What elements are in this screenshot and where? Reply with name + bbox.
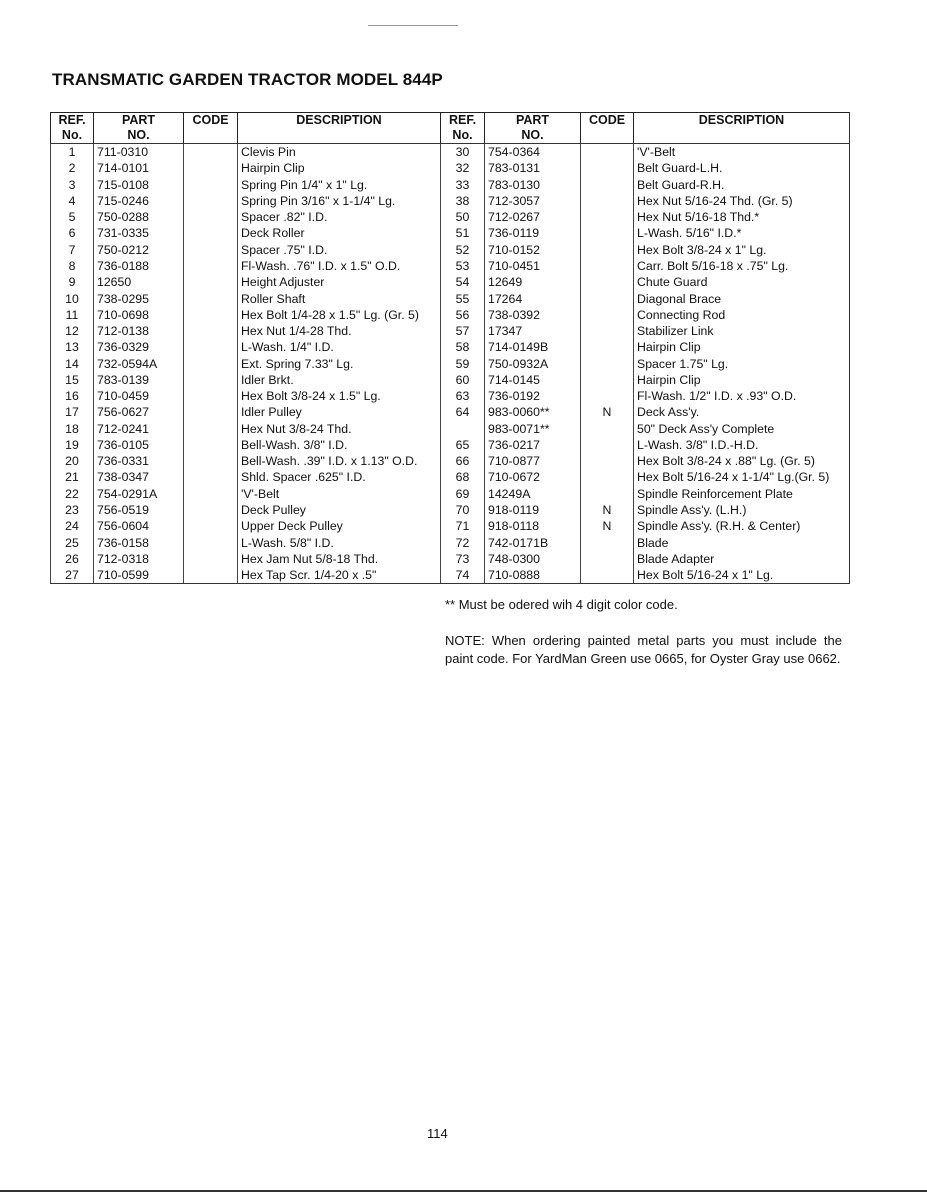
right-part-cell: 783-0131 xyxy=(485,160,581,176)
left-code-cell xyxy=(184,323,238,339)
left-description-cell: Hex Tap Scr. 1/4-20 x .5" xyxy=(238,567,441,584)
right-description-cell: Spindle Ass'y. (L.H.) xyxy=(634,502,850,518)
right-code-cell xyxy=(581,469,634,485)
left-code-cell xyxy=(184,242,238,258)
right-ref-cell: 65 xyxy=(441,437,485,453)
right-part-cell: 710-0152 xyxy=(485,242,581,258)
left-ref-cell: 27 xyxy=(51,567,94,584)
right-ref-cell: 64 xyxy=(441,404,485,420)
table-row xyxy=(51,437,850,453)
left-code-cell xyxy=(184,388,238,404)
right-description-cell: Hex Nut 5/16-18 Thd.* xyxy=(634,209,850,225)
left-description-cell: Height Adjuster xyxy=(238,274,441,290)
right-ref-cell: 60 xyxy=(441,372,485,388)
table-row xyxy=(51,177,850,193)
left-description-cell: Idler Pulley xyxy=(238,404,441,420)
header-part: PART NO. xyxy=(485,113,581,144)
right-part-cell: 710-0888 xyxy=(485,567,581,584)
right-description-cell: Diagonal Brace xyxy=(634,290,850,306)
table-row xyxy=(51,355,850,371)
left-ref-cell: 1 xyxy=(51,144,94,161)
right-ref-cell: 58 xyxy=(441,339,485,355)
right-description-cell: Spacer 1.75" Lg. xyxy=(634,355,850,371)
left-part-cell: 12650 xyxy=(94,274,184,290)
left-part-cell: 756-0627 xyxy=(94,404,184,420)
left-description-cell: Spring Pin 1/4" x 1" Lg. xyxy=(238,177,441,193)
left-description-cell: Ext. Spring 7.33" Lg. xyxy=(238,355,441,371)
left-description-cell: Hex Jam Nut 5/8-18 Thd. xyxy=(238,551,441,567)
right-code-cell: N xyxy=(581,404,634,420)
right-description-cell: Belt Guard-L.H. xyxy=(634,160,850,176)
left-part-cell: 736-0188 xyxy=(94,258,184,274)
left-ref-cell: 3 xyxy=(51,177,94,193)
right-part-cell: 736-0119 xyxy=(485,225,581,241)
right-code-cell xyxy=(581,437,634,453)
table-row xyxy=(51,567,850,584)
left-ref-cell: 19 xyxy=(51,437,94,453)
right-part-cell: 714-0145 xyxy=(485,372,581,388)
right-description-cell: Connecting Rod xyxy=(634,307,850,323)
left-ref-cell: 7 xyxy=(51,242,94,258)
left-ref-cell: 13 xyxy=(51,339,94,355)
left-part-cell: 731-0335 xyxy=(94,225,184,241)
right-code-cell xyxy=(581,177,634,193)
left-description-cell: Hairpin Clip xyxy=(238,160,441,176)
right-part-cell: 710-0672 xyxy=(485,469,581,485)
right-code-cell xyxy=(581,225,634,241)
right-part-cell: 918-0119 xyxy=(485,502,581,518)
left-code-cell xyxy=(184,534,238,550)
right-part-cell: 736-0192 xyxy=(485,388,581,404)
left-ref-cell: 9 xyxy=(51,274,94,290)
left-part-cell: 712-0318 xyxy=(94,551,184,567)
right-description-cell: Spindle Ass'y. (R.H. & Center) xyxy=(634,518,850,534)
right-part-cell: 750-0932A xyxy=(485,355,581,371)
right-ref-cell: 32 xyxy=(441,160,485,176)
left-code-cell xyxy=(184,258,238,274)
left-description-cell: Upper Deck Pulley xyxy=(238,518,441,534)
right-part-cell: 783-0130 xyxy=(485,177,581,193)
right-ref-cell: 52 xyxy=(441,242,485,258)
parts-table xyxy=(50,112,850,584)
right-code-cell xyxy=(581,323,634,339)
table-row xyxy=(51,388,850,404)
right-description-cell: Blade Adapter xyxy=(634,551,850,567)
table-row xyxy=(51,404,850,420)
right-part-cell: 17347 xyxy=(485,323,581,339)
right-code-cell xyxy=(581,486,634,502)
right-part-cell: 14249A xyxy=(485,486,581,502)
left-ref-cell: 18 xyxy=(51,421,94,437)
table-row xyxy=(51,372,850,388)
right-code-cell xyxy=(581,421,634,437)
right-part-cell: 742-0171B xyxy=(485,534,581,550)
left-description-cell: Fl-Wash. .76" I.D. x 1.5" O.D. xyxy=(238,258,441,274)
right-part-cell: 710-0877 xyxy=(485,453,581,469)
table-row xyxy=(51,193,850,209)
left-ref-cell: 15 xyxy=(51,372,94,388)
left-part-cell: 738-0295 xyxy=(94,290,184,306)
right-description-cell: Spindle Reinforcement Plate xyxy=(634,486,850,502)
right-description-cell: Deck Ass'y. xyxy=(634,404,850,420)
header-code: CODE xyxy=(581,113,634,144)
left-ref-cell: 10 xyxy=(51,290,94,306)
right-code-cell xyxy=(581,388,634,404)
right-ref-cell: 63 xyxy=(441,388,485,404)
left-part-cell: 710-0698 xyxy=(94,307,184,323)
header-part: PART NO. xyxy=(94,113,184,144)
left-ref-cell: 16 xyxy=(51,388,94,404)
left-description-cell: Spacer .75" I.D. xyxy=(238,242,441,258)
left-code-cell xyxy=(184,177,238,193)
left-description-cell: Spring Pin 3/16" x 1-1/4" Lg. xyxy=(238,193,441,209)
left-part-cell: 756-0519 xyxy=(94,502,184,518)
right-part-cell: 738-0392 xyxy=(485,307,581,323)
right-description-cell: Chute Guard xyxy=(634,274,850,290)
table-row xyxy=(51,551,850,567)
left-description-cell: Bell-Wash. .39" I.D. x 1.13" O.D. xyxy=(238,453,441,469)
left-ref-cell: 8 xyxy=(51,258,94,274)
right-ref-cell: 59 xyxy=(441,355,485,371)
right-ref-cell: 68 xyxy=(441,469,485,485)
left-ref-cell: 14 xyxy=(51,355,94,371)
left-ref-cell: 26 xyxy=(51,551,94,567)
table-row xyxy=(51,225,850,241)
left-code-cell xyxy=(184,160,238,176)
right-code-cell xyxy=(581,453,634,469)
left-part-cell: 736-0158 xyxy=(94,534,184,550)
left-description-cell: Shld. Spacer .625" I.D. xyxy=(238,469,441,485)
left-part-cell: 756-0604 xyxy=(94,518,184,534)
left-description-cell: L-Wash. 5/8" I.D. xyxy=(238,534,441,550)
table-row xyxy=(51,502,850,518)
right-description-cell: 50" Deck Ass'y Complete xyxy=(634,421,850,437)
right-ref-cell: 73 xyxy=(441,551,485,567)
right-description-cell: Hex Bolt 3/8-24 x 1" Lg. xyxy=(634,242,850,258)
left-part-cell: 750-0288 xyxy=(94,209,184,225)
right-part-cell: 983-0071** xyxy=(485,421,581,437)
right-part-cell: 17264 xyxy=(485,290,581,306)
right-part-cell: 918-0118 xyxy=(485,518,581,534)
right-code-cell xyxy=(581,551,634,567)
right-part-cell: 12649 xyxy=(485,274,581,290)
header-description: DESCRIPTION xyxy=(238,113,441,144)
left-part-cell: 710-0459 xyxy=(94,388,184,404)
right-ref-cell: 53 xyxy=(441,258,485,274)
left-code-cell xyxy=(184,453,238,469)
left-description-cell: Hex Bolt 3/8-24 x 1.5" Lg. xyxy=(238,388,441,404)
table-row xyxy=(51,323,850,339)
paint-code-note: NOTE: When ordering painted metal parts you must include the paint code. For YardMan Green use 0665, for Oyster Gray use 0662. xyxy=(445,633,842,666)
table-row xyxy=(51,453,850,469)
right-ref-cell: 33 xyxy=(441,177,485,193)
table-row xyxy=(51,469,850,485)
left-code-cell xyxy=(184,290,238,306)
left-part-cell: 715-0246 xyxy=(94,193,184,209)
left-code-cell xyxy=(184,225,238,241)
table-row xyxy=(51,209,850,225)
left-code-cell xyxy=(184,193,238,209)
table-header-row xyxy=(51,113,850,144)
left-code-cell xyxy=(184,307,238,323)
footnote: ** Must be odered wih 4 digit color code. xyxy=(445,597,678,612)
right-code-cell: N xyxy=(581,518,634,534)
left-description-cell: L-Wash. 1/4" I.D. xyxy=(238,339,441,355)
left-part-cell: 783-0139 xyxy=(94,372,184,388)
table-row xyxy=(51,534,850,550)
right-code-cell xyxy=(581,242,634,258)
left-description-cell: Hex Bolt 1/4-28 x 1.5" Lg. (Gr. 5) xyxy=(238,307,441,323)
left-ref-cell: 11 xyxy=(51,307,94,323)
right-part-cell: 736-0217 xyxy=(485,437,581,453)
left-ref-cell: 23 xyxy=(51,502,94,518)
right-ref-cell: 30 xyxy=(441,144,485,161)
right-part-cell: 712-3057 xyxy=(485,193,581,209)
right-description-cell: Hairpin Clip xyxy=(634,372,850,388)
page-number: 114 xyxy=(427,1126,448,1141)
table-row xyxy=(51,421,850,437)
left-ref-cell: 17 xyxy=(51,404,94,420)
right-code-cell xyxy=(581,339,634,355)
right-description-cell: Hex Nut 5/16-24 Thd. (Gr. 5) xyxy=(634,193,850,209)
left-code-cell xyxy=(184,404,238,420)
right-code-cell xyxy=(581,567,634,584)
right-description-cell: Carr. Bolt 5/16-18 x .75" Lg. xyxy=(634,258,850,274)
right-ref-cell: 72 xyxy=(441,534,485,550)
right-description-cell: 'V'-Belt xyxy=(634,144,850,161)
right-code-cell xyxy=(581,307,634,323)
right-ref-cell: 38 xyxy=(441,193,485,209)
left-part-cell: 736-0331 xyxy=(94,453,184,469)
left-code-cell xyxy=(184,518,238,534)
right-description-cell: Fl-Wash. 1/2" I.D. x .93" O.D. xyxy=(634,388,850,404)
left-ref-cell: 24 xyxy=(51,518,94,534)
right-ref-cell: 55 xyxy=(441,290,485,306)
right-ref-cell: 50 xyxy=(441,209,485,225)
table-row xyxy=(51,339,850,355)
header-ref: REF. No. xyxy=(441,113,485,144)
right-ref-cell: 56 xyxy=(441,307,485,323)
left-code-cell xyxy=(184,567,238,584)
left-ref-cell: 22 xyxy=(51,486,94,502)
right-description-cell: Hairpin Clip xyxy=(634,339,850,355)
right-ref-cell: 57 xyxy=(441,323,485,339)
left-description-cell: Idler Brkt. xyxy=(238,372,441,388)
right-ref-cell: 66 xyxy=(441,453,485,469)
right-description-cell: Stabilizer Link xyxy=(634,323,850,339)
left-ref-cell: 6 xyxy=(51,225,94,241)
left-ref-cell: 25 xyxy=(51,534,94,550)
right-description-cell: Hex Bolt 5/16-24 x 1" Lg. xyxy=(634,567,850,584)
table-row xyxy=(51,290,850,306)
right-part-cell: 712-0267 xyxy=(485,209,581,225)
table-row xyxy=(51,258,850,274)
right-ref-cell: 70 xyxy=(441,502,485,518)
left-description-cell: Hex Nut 1/4-28 Thd. xyxy=(238,323,441,339)
right-code-cell xyxy=(581,209,634,225)
right-code-cell xyxy=(581,274,634,290)
left-ref-cell: 20 xyxy=(51,453,94,469)
left-description-cell: 'V'-Belt xyxy=(238,486,441,502)
right-part-cell: 983-0060** xyxy=(485,404,581,420)
left-part-cell: 738-0347 xyxy=(94,469,184,485)
left-code-cell xyxy=(184,469,238,485)
right-ref-cell: 69 xyxy=(441,486,485,502)
left-code-cell xyxy=(184,144,238,161)
left-ref-cell: 12 xyxy=(51,323,94,339)
right-description-cell: Belt Guard-R.H. xyxy=(634,177,850,193)
right-code-cell: N xyxy=(581,502,634,518)
right-part-cell: 748-0300 xyxy=(485,551,581,567)
table-row xyxy=(51,160,850,176)
left-code-cell xyxy=(184,355,238,371)
left-description-cell: Spacer .82" I.D. xyxy=(238,209,441,225)
table-row xyxy=(51,144,850,161)
left-code-cell xyxy=(184,339,238,355)
left-part-cell: 732-0594A xyxy=(94,355,184,371)
page-title: TRANSMATIC GARDEN TRACTOR MODEL 844P xyxy=(52,70,443,89)
left-code-cell xyxy=(184,372,238,388)
left-code-cell xyxy=(184,502,238,518)
left-description-cell: Hex Nut 3/8-24 Thd. xyxy=(238,421,441,437)
left-description-cell: Deck Roller xyxy=(238,225,441,241)
left-part-cell: 736-0105 xyxy=(94,437,184,453)
right-description-cell: L-Wash. 3/8" I.D.-H.D. xyxy=(634,437,850,453)
right-part-cell: 710-0451 xyxy=(485,258,581,274)
right-code-cell xyxy=(581,355,634,371)
right-ref-cell: 71 xyxy=(441,518,485,534)
left-description-cell: Bell-Wash. 3/8" I.D. xyxy=(238,437,441,453)
right-code-cell xyxy=(581,372,634,388)
left-description-cell: Clevis Pin xyxy=(238,144,441,161)
header-code: CODE xyxy=(184,113,238,144)
right-code-cell xyxy=(581,160,634,176)
right-description-cell: Hex Bolt 5/16-24 x 1-1/4" Lg.(Gr. 5) xyxy=(634,469,850,485)
left-code-cell xyxy=(184,209,238,225)
right-ref-cell: 51 xyxy=(441,225,485,241)
left-part-cell: 712-0138 xyxy=(94,323,184,339)
table-row xyxy=(51,307,850,323)
right-ref-cell: 54 xyxy=(441,274,485,290)
left-code-cell xyxy=(184,437,238,453)
bottom-rule xyxy=(0,1190,927,1192)
left-ref-cell: 5 xyxy=(51,209,94,225)
right-description-cell: Blade xyxy=(634,534,850,550)
table-row xyxy=(51,274,850,290)
right-code-cell xyxy=(581,290,634,306)
table-row xyxy=(51,486,850,502)
left-ref-cell: 4 xyxy=(51,193,94,209)
right-ref-cell xyxy=(441,421,485,437)
right-code-cell xyxy=(581,258,634,274)
left-ref-cell: 2 xyxy=(51,160,94,176)
left-part-cell: 715-0108 xyxy=(94,177,184,193)
right-code-cell xyxy=(581,534,634,550)
right-description-cell: L-Wash. 5/16" I.D.* xyxy=(634,225,850,241)
right-ref-cell: 74 xyxy=(441,567,485,584)
right-part-cell: 714-0149B xyxy=(485,339,581,355)
left-part-cell: 714-0101 xyxy=(94,160,184,176)
left-part-cell: 711-0310 xyxy=(94,144,184,161)
left-part-cell: 750-0212 xyxy=(94,242,184,258)
right-code-cell xyxy=(581,144,634,161)
left-code-cell xyxy=(184,551,238,567)
left-part-cell: 736-0329 xyxy=(94,339,184,355)
right-part-cell: 754-0364 xyxy=(485,144,581,161)
right-description-cell: Hex Bolt 3/8-24 x .88" Lg. (Gr. 5) xyxy=(634,453,850,469)
left-part-cell: 712-0241 xyxy=(94,421,184,437)
left-description-cell: Deck Pulley xyxy=(238,502,441,518)
left-code-cell xyxy=(184,274,238,290)
left-part-cell: 754-0291A xyxy=(94,486,184,502)
left-ref-cell: 21 xyxy=(51,469,94,485)
left-description-cell: Roller Shaft xyxy=(238,290,441,306)
table-row xyxy=(51,518,850,534)
header-description: DESCRIPTION xyxy=(634,113,850,144)
header-ref: REF. No. xyxy=(51,113,94,144)
table-row xyxy=(51,242,850,258)
left-part-cell: 710-0599 xyxy=(94,567,184,584)
left-code-cell xyxy=(184,486,238,502)
right-code-cell xyxy=(581,193,634,209)
left-code-cell xyxy=(184,421,238,437)
